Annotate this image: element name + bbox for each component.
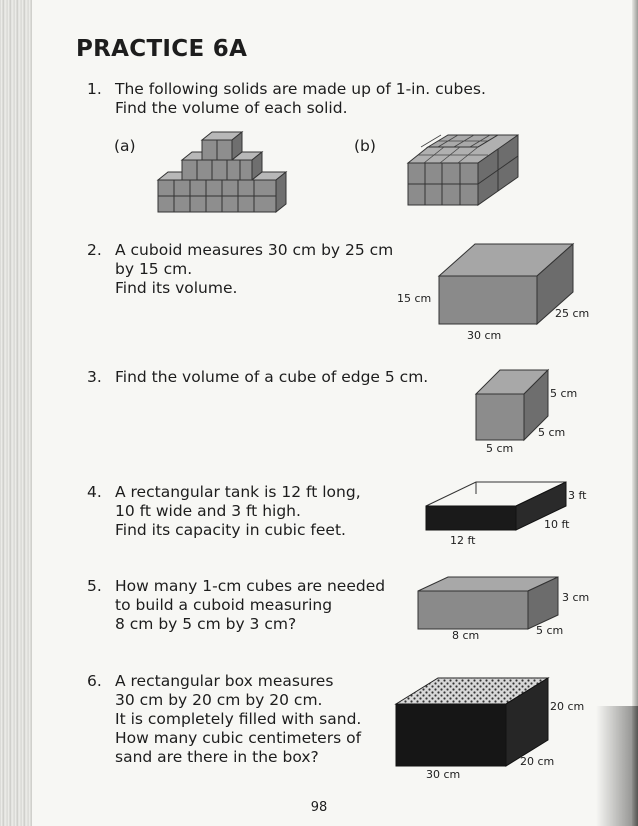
figure-1a-stepped-cubes — [150, 128, 295, 218]
question-text — [115, 241, 393, 298]
question-line: to build a cuboid measuring — [115, 596, 333, 614]
height-label: 20 cm — [550, 700, 585, 713]
length-label: 5 cm — [486, 442, 514, 455]
page-title: PRACTICE 6A — [76, 36, 248, 62]
question-line: How many 1-cm cubes are needed — [115, 577, 386, 595]
length-label: 30 cm — [467, 329, 502, 342]
question-number: 1. — [87, 80, 102, 98]
length-label: 8 cm — [452, 629, 480, 642]
sublabel-b: (b) — [354, 137, 376, 155]
question-number: 2. — [87, 241, 102, 259]
question-number: 6. — [87, 672, 102, 690]
question-text — [115, 577, 385, 634]
figure-1b-cube-block — [404, 133, 524, 213]
question-line: It is completely filled with sand. — [115, 710, 362, 728]
question-text — [115, 672, 361, 767]
width-label: 10 ft — [544, 518, 570, 531]
figure-4-open-tank — [420, 478, 600, 548]
width-label: 5 cm — [536, 624, 564, 637]
question-text — [115, 483, 361, 540]
width-label: 5 cm — [538, 426, 566, 439]
height-label: 3 ft — [568, 489, 587, 502]
width-label: 20 cm — [520, 755, 555, 768]
question-line: Find the volume of each solid. — [115, 99, 348, 117]
question-line: Find its capacity in cubic feet. — [115, 521, 346, 539]
question-line: Find its volume. — [115, 279, 238, 297]
question-line: sand are there in the box? — [115, 748, 319, 766]
figure-2-cuboid — [395, 240, 595, 345]
question-number: 3. — [87, 368, 102, 386]
sublabel-a: (a) — [114, 137, 136, 155]
question-line: How many cubic centimeters of — [115, 729, 362, 747]
page-edge — [632, 0, 638, 826]
page-number: 98 — [310, 800, 328, 815]
question-line: 10 ft wide and 3 ft high. — [115, 502, 301, 520]
height-label: 3 cm — [562, 591, 590, 604]
question-number: 4. — [87, 483, 102, 501]
question-text — [115, 80, 486, 118]
width-label: 25 cm — [555, 307, 590, 320]
question-line: 8 cm by 5 cm by 3 cm? — [115, 615, 297, 633]
question-line: The following solids are made up of 1-in. cubes. — [115, 80, 486, 98]
question-line: 30 cm by 20 cm by 20 cm. — [115, 691, 323, 709]
question-line: A rectangular box measures — [115, 672, 334, 690]
figure-6-sand-box — [392, 676, 592, 786]
question-line: A rectangular tank is 12 ft long, — [115, 483, 361, 501]
question-line: by 15 cm. — [115, 260, 193, 278]
book-binding — [0, 0, 32, 826]
height-label: 5 cm — [550, 387, 578, 400]
question-text — [115, 368, 428, 387]
question-line: A cuboid measures 30 cm by 25 cm — [115, 241, 394, 259]
figure-3-cube — [470, 366, 600, 458]
question-line: Find the volume of a cube of edge 5 cm. — [115, 368, 429, 386]
length-label: 12 ft — [450, 534, 476, 547]
question-number: 5. — [87, 577, 102, 595]
figure-5-cuboid — [412, 575, 602, 645]
length-label: 30 cm — [426, 768, 461, 781]
height-label: 15 cm — [397, 292, 432, 305]
